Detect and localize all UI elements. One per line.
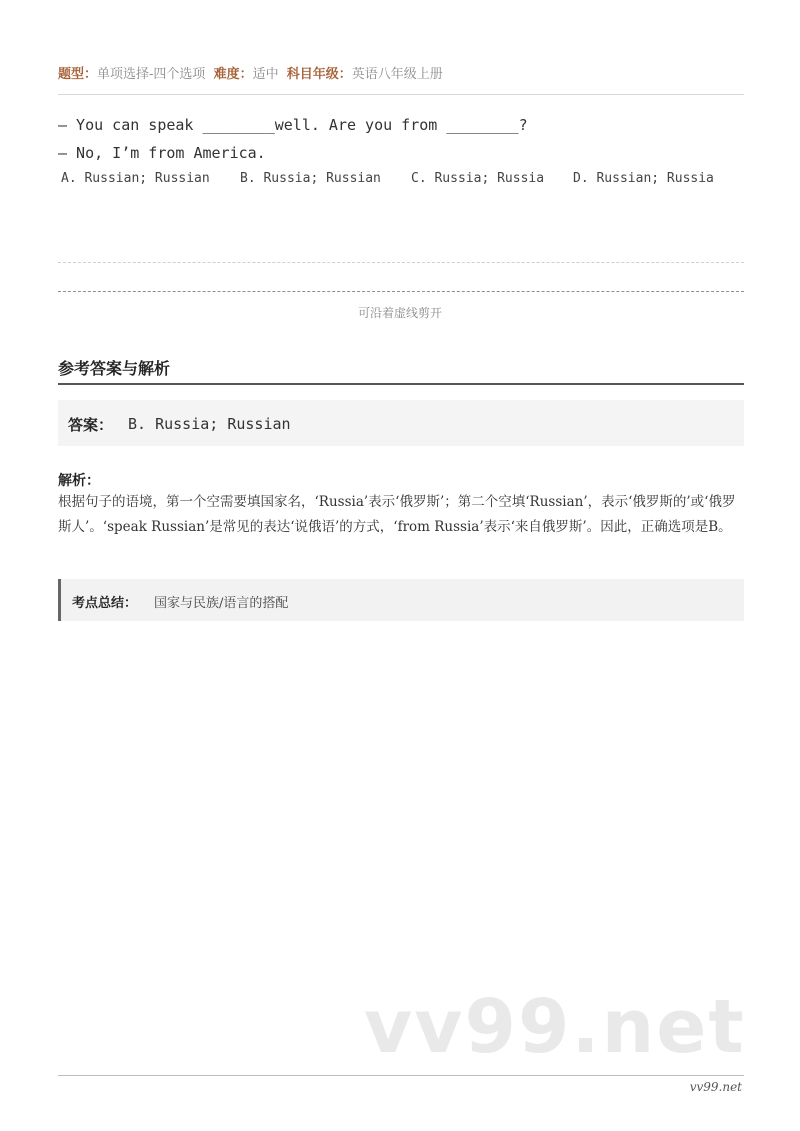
type-label: 题型：: [58, 67, 98, 82]
footer-divider: [58, 1075, 744, 1076]
option-b: B. Russia; Russian: [240, 171, 381, 186]
option-d: D. Russian; Russia: [573, 171, 714, 186]
answer-value: B. Russia; Russian: [128, 415, 291, 433]
section-divider: [58, 383, 744, 385]
analysis-label: 解析：: [58, 473, 100, 489]
key-point-label: 考点总结：: [72, 596, 138, 611]
analysis-text: 根据句子的语境，第一个空需要填国家名，‘Russia’表示‘俄罗斯’；第二个空填‘Russian’，表示‘俄罗斯的’或‘俄罗斯人’。‘speak Russian’是常见的表达‘说俄语’的方式，‘from Russia’表示‘来自俄罗斯’。因此，正确选项是B。: [58, 494, 736, 535]
question-line-1: — You can speak ________well. Are you from ________?: [58, 116, 528, 134]
key-point-box: [58, 579, 744, 621]
watermark: vv99.net: [364, 984, 746, 1070]
section-title: 参考答案与解析: [58, 359, 171, 378]
footer-site: vv99.net: [689, 1080, 742, 1094]
question-line-2: — No, I’m from America.: [58, 144, 266, 162]
difficulty-label: 难度：: [213, 67, 253, 82]
difficulty-value: 适中: [252, 67, 279, 82]
answer-box: [58, 400, 744, 446]
option-c: C. Russia; Russia: [411, 171, 545, 186]
dashed-line-light: [58, 262, 744, 263]
grade-label: 科目年级：: [286, 67, 352, 82]
answer-label: 答案：: [68, 416, 114, 434]
dashed-cut-line: [58, 291, 744, 292]
key-point-value: 国家与民族/语言的搭配: [154, 596, 289, 611]
meta-divider: [58, 94, 744, 95]
cut-hint: 可沿着虚线剪开: [357, 306, 442, 320]
question-meta: [58, 63, 744, 82]
grade-value: 英语八年级上册: [351, 67, 443, 82]
option-a: A. Russian; Russian: [61, 171, 210, 186]
type-value: 单项选择-四个选项: [97, 67, 206, 82]
